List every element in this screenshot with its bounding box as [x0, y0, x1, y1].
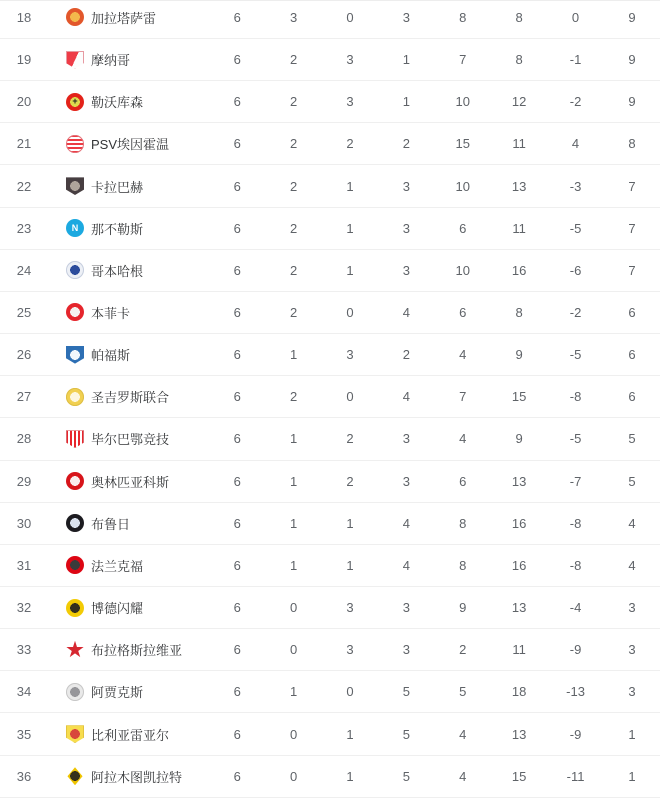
stat-draws: 2 — [346, 473, 354, 489]
stat-goal-diff: -2 — [569, 94, 582, 110]
stat-goals-for: 4 — [459, 726, 467, 742]
athletic-bilbao-crest-icon — [66, 430, 84, 448]
stat-goal-diff: -8 — [569, 515, 582, 531]
stat-losses: 3 — [402, 431, 410, 447]
stat-goal-diff: -8 — [569, 389, 582, 405]
stat-goals-against: 13 — [511, 726, 527, 742]
stat-draws: 1 — [346, 515, 354, 531]
stat-goals-for: 8 — [459, 557, 467, 573]
rank-cell: 22 — [16, 178, 32, 194]
stat-played: 6 — [233, 557, 241, 573]
stat-goals-for: 8 — [459, 9, 467, 25]
stat-played: 6 — [233, 473, 241, 489]
stat-played: 6 — [233, 431, 241, 447]
rank-cell: 31 — [16, 557, 32, 573]
stat-losses: 3 — [402, 600, 410, 616]
stat-draws: 2 — [346, 136, 354, 152]
stat-played: 6 — [233, 600, 241, 616]
villarreal-crest-icon — [66, 725, 84, 743]
stat-goals-against: 11 — [512, 220, 526, 236]
stat-goal-diff: -1 — [569, 52, 582, 68]
stat-wins: 2 — [289, 304, 298, 320]
stat-goals-for: 15 — [455, 136, 470, 152]
stat-goals-for: 5 — [459, 684, 467, 700]
stat-wins: 0 — [289, 768, 298, 784]
stat-goals-against: 13 — [511, 473, 527, 489]
stat-points: 7 — [628, 220, 636, 236]
qarabag-crest-icon — [66, 177, 84, 195]
team-name: 布鲁日 — [91, 516, 131, 532]
stat-draws: 3 — [346, 600, 354, 616]
stat-played: 6 — [233, 726, 241, 742]
rank-cell: 36 — [16, 768, 32, 784]
table-row[interactable] — [0, 587, 660, 629]
stat-played: 6 — [233, 136, 241, 152]
stat-goal-diff: -5 — [569, 431, 582, 447]
stat-played: 6 — [233, 347, 241, 363]
stat-wins: 2 — [289, 389, 298, 405]
stat-goal-diff: -4 — [569, 600, 582, 616]
stat-goals-for: 9 — [459, 600, 467, 616]
stat-points: 9 — [628, 52, 636, 68]
stat-goal-diff: -5 — [569, 347, 582, 363]
stat-losses: 5 — [402, 684, 410, 700]
kairat-crest-icon — [66, 767, 84, 785]
stat-goals-against: 15 — [511, 389, 527, 405]
stat-goal-diff: -9 — [569, 726, 582, 742]
stat-draws: 1 — [346, 768, 354, 784]
stat-draws: 3 — [346, 347, 354, 363]
napoli-crest-icon — [66, 219, 84, 237]
stat-goals-against: 11 — [512, 136, 526, 152]
rank-cell: 30 — [16, 515, 32, 531]
stat-draws: 1 — [346, 557, 354, 573]
slavia-prague-crest-icon — [66, 641, 84, 659]
stat-wins: 2 — [289, 178, 298, 194]
stat-points: 6 — [628, 347, 636, 363]
stat-points: 3 — [628, 642, 636, 658]
rank-cell: 24 — [16, 262, 32, 278]
stat-points: 6 — [628, 389, 636, 405]
team-name: 博德闪耀 — [91, 601, 144, 617]
rank-cell: 34 — [16, 684, 32, 700]
team-name: PSV埃因霍温 — [91, 137, 170, 153]
stat-points: 3 — [628, 600, 636, 616]
team-cell — [48, 767, 209, 786]
stat-losses: 3 — [402, 262, 410, 278]
stat-goals-against: 15 — [511, 768, 527, 784]
stat-goal-diff: -13 — [566, 684, 585, 700]
stat-played: 6 — [233, 768, 241, 784]
stat-wins: 2 — [289, 262, 298, 278]
stat-goals-for: 4 — [459, 768, 467, 784]
table-row[interactable] — [0, 123, 660, 165]
monaco-crest-icon — [66, 51, 84, 69]
table-row[interactable] — [0, 629, 660, 671]
stat-points: 5 — [628, 473, 636, 489]
stat-goals-for: 4 — [459, 347, 467, 363]
stat-points: 6 — [628, 304, 636, 320]
stat-goals-against: 9 — [515, 431, 523, 447]
stat-points: 9 — [628, 9, 636, 25]
stat-draws: 1 — [346, 220, 354, 236]
stat-goals-against: 18 — [511, 684, 527, 700]
team-name: 摩纳哥 — [91, 53, 131, 69]
stat-goals-against: 9 — [515, 347, 523, 363]
stat-goals-against: 8 — [515, 304, 523, 320]
table-row[interactable] — [0, 376, 660, 418]
team-cell — [48, 219, 209, 238]
stat-goals-against: 8 — [515, 9, 523, 25]
leverkusen-crest-icon — [66, 93, 84, 111]
stat-played: 6 — [233, 389, 241, 405]
stat-points: 9 — [628, 94, 636, 110]
rank-cell: 20 — [16, 94, 32, 110]
stat-wins: 1 — [289, 431, 298, 447]
stat-goals-against: 16 — [511, 557, 527, 573]
stat-draws: 3 — [346, 642, 354, 658]
rank-cell: 19 — [16, 52, 32, 68]
pafos-crest-icon — [66, 346, 84, 364]
rank-cell: 18 — [16, 9, 32, 25]
table-row[interactable] — [0, 334, 660, 376]
stat-wins: 0 — [289, 600, 298, 616]
stat-goal-diff: 4 — [571, 136, 580, 152]
stat-goals-for: 7 — [459, 389, 467, 405]
stat-goals-for: 10 — [455, 94, 470, 110]
stat-wins: 1 — [289, 684, 298, 700]
rank-cell: 27 — [16, 389, 32, 405]
team-name: 法兰克福 — [91, 558, 144, 574]
team-name: 帕福斯 — [91, 348, 131, 364]
table-row[interactable] — [0, 250, 660, 292]
stat-draws: 0 — [346, 389, 354, 405]
team-name: 卡拉巴赫 — [91, 179, 144, 195]
stat-played: 6 — [233, 94, 241, 110]
team-name: 阿贾克斯 — [91, 685, 144, 701]
rank-cell: 29 — [16, 473, 32, 489]
stat-goals-against: 16 — [511, 262, 527, 278]
team-name: 勒沃库森 — [91, 95, 144, 111]
psv-crest-icon — [66, 135, 84, 153]
crest-letter: N — [71, 222, 79, 233]
table-row[interactable] — [0, 461, 660, 503]
stat-goals-for: 10 — [455, 262, 470, 278]
stat-goals-for: 8 — [459, 515, 467, 531]
table-row[interactable] — [0, 81, 660, 123]
stat-draws: 0 — [346, 304, 354, 320]
rank-cell: 35 — [16, 726, 32, 742]
stat-wins: 1 — [289, 347, 298, 363]
stat-points: 1 — [628, 726, 636, 742]
stat-goals-for: 6 — [459, 304, 467, 320]
stat-wins: 2 — [289, 94, 298, 110]
stat-draws: 1 — [346, 178, 354, 194]
stat-wins: 0 — [289, 726, 298, 742]
galatasaray-crest-icon — [66, 8, 84, 26]
team-name: 奥林匹亚科斯 — [91, 474, 170, 490]
stat-draws: 2 — [346, 431, 354, 447]
top-divider — [0, 0, 660, 1]
table-row[interactable] — [0, 0, 660, 39]
stat-draws: 1 — [346, 726, 354, 742]
team-cell — [48, 640, 209, 659]
stat-losses: 5 — [402, 768, 410, 784]
stat-losses: 4 — [402, 304, 410, 320]
stat-losses: 4 — [402, 557, 410, 573]
team-name: 哥本哈根 — [91, 263, 144, 279]
table-row[interactable] — [0, 503, 660, 545]
stat-played: 6 — [233, 220, 241, 236]
club-brugge-crest-icon — [66, 514, 84, 532]
stat-wins: 2 — [289, 52, 298, 68]
stat-draws: 0 — [346, 684, 354, 700]
ajax-crest-icon — [66, 683, 84, 701]
table-row[interactable] — [0, 756, 660, 798]
stat-losses: 1 — [402, 52, 410, 68]
stat-goal-diff: -5 — [569, 220, 582, 236]
stat-goals-against: 8 — [515, 52, 523, 68]
stat-wins: 3 — [289, 9, 298, 25]
crest-letter: + — [72, 96, 78, 107]
stat-goal-diff: -6 — [569, 262, 582, 278]
frankfurt-crest-icon — [66, 556, 84, 574]
stat-losses: 2 — [402, 136, 410, 152]
team-name: 比利亚雷亚尔 — [91, 727, 170, 743]
stat-losses: 3 — [402, 9, 410, 25]
stat-played: 6 — [233, 52, 241, 68]
team-cell — [48, 261, 209, 280]
stat-points: 5 — [628, 431, 636, 447]
stat-goals-for: 6 — [459, 473, 467, 489]
rank-cell: 33 — [16, 642, 32, 658]
stat-goals-for: 2 — [459, 642, 467, 658]
rank-cell: 25 — [16, 304, 32, 320]
stat-goal-diff: -9 — [569, 642, 582, 658]
team-cell — [48, 50, 209, 69]
team-cell — [48, 472, 209, 491]
stat-points: 4 — [628, 557, 636, 573]
team-cell — [48, 429, 209, 448]
stat-points: 3 — [628, 684, 636, 700]
stat-wins: 1 — [289, 473, 298, 489]
stat-wins: 0 — [289, 642, 298, 658]
team-cell — [48, 556, 209, 575]
table-row[interactable] — [0, 39, 660, 81]
stat-losses: 3 — [402, 642, 410, 658]
team-cell — [48, 514, 209, 533]
stat-goals-against: 16 — [511, 515, 527, 531]
union-sg-crest-icon — [66, 388, 84, 406]
stat-played: 6 — [233, 178, 241, 194]
team-cell — [48, 92, 209, 111]
stat-wins: 2 — [289, 220, 298, 236]
stat-losses: 3 — [402, 178, 410, 194]
team-cell — [48, 8, 209, 27]
team-cell — [48, 387, 209, 406]
stat-played: 6 — [233, 515, 241, 531]
bodo-glimt-crest-icon — [66, 599, 84, 617]
team-name: 加拉塔萨雷 — [91, 10, 157, 26]
stat-losses: 2 — [402, 347, 410, 363]
stat-goals-against: 12 — [511, 94, 527, 110]
stat-played: 6 — [233, 642, 241, 658]
table-row[interactable] — [0, 545, 660, 587]
stat-losses: 1 — [402, 94, 410, 110]
stat-goals-for: 10 — [455, 178, 470, 194]
rank-cell: 26 — [16, 347, 32, 363]
stat-goals-for: 7 — [459, 52, 467, 68]
stat-played: 6 — [233, 684, 241, 700]
stat-wins: 1 — [289, 515, 298, 531]
stat-losses: 4 — [402, 389, 410, 405]
stat-played: 6 — [233, 9, 241, 25]
rank-cell: 23 — [16, 220, 32, 236]
team-cell — [48, 345, 209, 364]
stat-goal-diff: -2 — [569, 304, 582, 320]
stat-goals-for: 4 — [459, 431, 467, 447]
stat-goals-for: 6 — [459, 220, 467, 236]
stat-draws: 3 — [346, 94, 354, 110]
stat-goal-diff: 0 — [571, 9, 580, 25]
stat-points: 7 — [628, 178, 636, 194]
stat-goals-against: 13 — [511, 178, 527, 194]
table-row[interactable] — [0, 292, 660, 334]
team-cell — [48, 725, 209, 744]
team-cell — [48, 598, 209, 617]
stat-losses: 3 — [402, 220, 410, 236]
table-row[interactable] — [0, 208, 660, 250]
stat-wins: 1 — [289, 557, 298, 573]
team-name: 圣吉罗斯联合 — [91, 390, 170, 406]
team-name: 阿拉木图凯拉特 — [91, 769, 183, 785]
table-row[interactable] — [0, 165, 660, 207]
benfica-crest-icon — [66, 303, 84, 321]
stat-goals-against: 13 — [511, 600, 527, 616]
stat-points: 4 — [628, 515, 636, 531]
stat-losses: 4 — [402, 515, 410, 531]
olympiacos-crest-icon — [66, 472, 84, 490]
stat-losses: 3 — [402, 473, 410, 489]
team-cell — [48, 303, 209, 322]
stat-points: 8 — [628, 136, 636, 152]
stat-wins: 2 — [289, 136, 298, 152]
stat-goal-diff: -7 — [569, 473, 582, 489]
team-name: 那不勒斯 — [91, 221, 144, 237]
rank-cell: 28 — [16, 431, 32, 447]
stat-draws: 0 — [346, 9, 354, 25]
stat-goal-diff: -8 — [569, 557, 582, 573]
copenhagen-crest-icon — [66, 261, 84, 279]
table-row[interactable] — [0, 671, 660, 713]
team-name: 布拉格斯拉维亚 — [91, 643, 183, 659]
stat-played: 6 — [233, 304, 241, 320]
team-cell — [48, 682, 209, 701]
stat-draws: 1 — [346, 262, 354, 278]
rank-cell: 21 — [16, 136, 32, 152]
stat-losses: 5 — [402, 726, 410, 742]
stat-played: 6 — [233, 262, 241, 278]
table-row[interactable] — [0, 418, 660, 460]
stat-points: 1 — [628, 768, 636, 784]
stat-goal-diff: -11 — [566, 768, 585, 784]
stat-points: 7 — [628, 262, 636, 278]
team-cell — [48, 177, 209, 196]
stat-draws: 3 — [346, 52, 354, 68]
team-name: 毕尔巴鄂竞技 — [91, 432, 170, 448]
table-row[interactable] — [0, 713, 660, 755]
stat-goal-diff: -3 — [569, 178, 582, 194]
team-name: 本菲卡 — [91, 305, 131, 321]
stat-goals-against: 11 — [512, 642, 526, 658]
team-cell — [48, 134, 209, 153]
rank-cell: 32 — [16, 600, 32, 616]
